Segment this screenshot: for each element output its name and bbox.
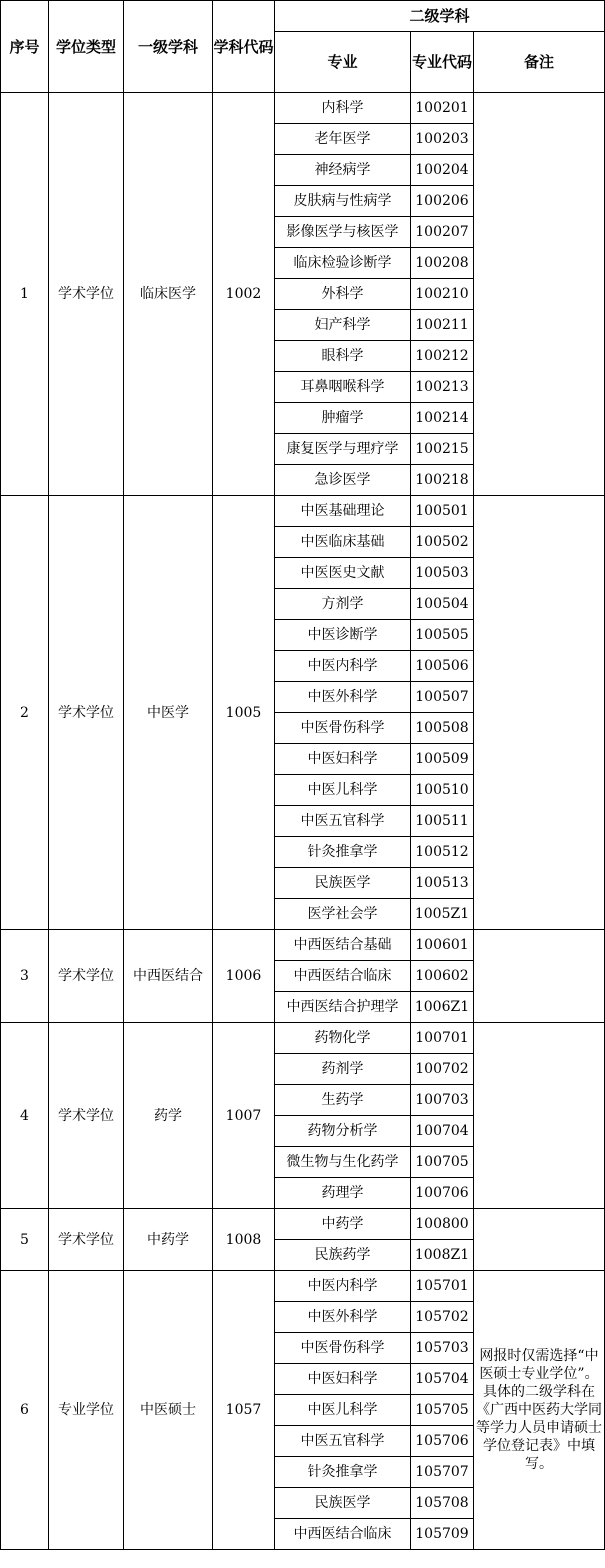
major-code-cell: 100706 [411, 1178, 474, 1209]
degree-type-cell: 学术学位 [49, 930, 124, 1023]
major-code-cell: 100704 [411, 1116, 474, 1147]
first-discipline-cell: 药学 [124, 1023, 213, 1209]
remark-cell [474, 930, 605, 1023]
major-code-cell: 100215 [411, 434, 474, 465]
degree-type-cell: 学术学位 [49, 93, 124, 496]
major-code-cell: 100504 [411, 589, 474, 620]
major-name-cell: 针灸推拿学 [275, 1457, 411, 1488]
major-code-cell: 100201 [411, 93, 474, 124]
major-name-cell: 中医内科学 [275, 1271, 411, 1302]
major-code-cell: 100513 [411, 868, 474, 899]
major-name-cell: 中医外科学 [275, 1302, 411, 1333]
major-code-cell: 100204 [411, 155, 474, 186]
major-name-cell: 肿瘤学 [275, 403, 411, 434]
seq-cell: 5 [1, 1209, 49, 1271]
major-name-cell: 方剂学 [275, 589, 411, 620]
remark-cell [474, 93, 605, 496]
major-code-cell: 105703 [411, 1333, 474, 1364]
major-name-cell: 民族医学 [275, 868, 411, 899]
first-discipline-cell: 临床医学 [124, 93, 213, 496]
major-code-cell: 100701 [411, 1023, 474, 1054]
major-name-cell: 眼科学 [275, 341, 411, 372]
major-name-cell: 急诊医学 [275, 465, 411, 496]
major-name-cell: 针灸推拿学 [275, 837, 411, 868]
major-code-cell: 100214 [411, 403, 474, 434]
major-code-cell: 100207 [411, 217, 474, 248]
header-major: 专业 [275, 32, 411, 93]
table-row [1, 93, 605, 124]
first-discipline-cell: 中西医结合 [124, 930, 213, 1023]
major-name-cell: 中医五官科学 [275, 1426, 411, 1457]
discipline-code-cell: 1002 [213, 93, 275, 496]
major-code-cell: 100510 [411, 775, 474, 806]
major-name-cell: 中医妇科学 [275, 1364, 411, 1395]
major-name-cell: 康复医学与理疗学 [275, 434, 411, 465]
major-code-cell: 100503 [411, 558, 474, 589]
major-code-cell: 105704 [411, 1364, 474, 1395]
first-discipline-cell: 中药学 [124, 1209, 213, 1271]
major-name-cell: 中西医结合临床 [275, 961, 411, 992]
major-name-cell: 中医外科学 [275, 682, 411, 713]
major-code-cell: 100800 [411, 1209, 474, 1240]
major-code-cell: 100602 [411, 961, 474, 992]
major-code-cell: 105708 [411, 1488, 474, 1519]
major-name-cell: 中西医结合基础 [275, 930, 411, 961]
table-row [1, 496, 605, 527]
major-code-cell: 100506 [411, 651, 474, 682]
major-code-cell: 100702 [411, 1054, 474, 1085]
major-name-cell: 医学社会学 [275, 899, 411, 930]
major-name-cell: 中西医结合临床 [275, 1519, 411, 1550]
major-name-cell: 药物化学 [275, 1023, 411, 1054]
major-code-cell: 105707 [411, 1457, 474, 1488]
major-name-cell: 中医妇科学 [275, 744, 411, 775]
major-name-cell: 内科学 [275, 93, 411, 124]
major-name-cell: 生药学 [275, 1085, 411, 1116]
major-code-cell: 100505 [411, 620, 474, 651]
major-code-cell: 100511 [411, 806, 474, 837]
major-code-cell: 1008Z1 [411, 1240, 474, 1271]
discipline-code-cell: 1005 [213, 496, 275, 930]
major-code-cell: 105702 [411, 1302, 474, 1333]
discipline-code-cell: 1007 [213, 1023, 275, 1209]
seq-cell: 4 [1, 1023, 49, 1209]
major-code-cell: 100501 [411, 496, 474, 527]
header-row-1 [1, 1, 605, 32]
major-code-cell: 100703 [411, 1085, 474, 1116]
major-name-cell: 药物分析学 [275, 1116, 411, 1147]
major-name-cell: 民族药学 [275, 1240, 411, 1271]
major-code-cell: 105701 [411, 1271, 474, 1302]
major-name-cell: 民族医学 [275, 1488, 411, 1519]
major-name-cell: 中医五官科学 [275, 806, 411, 837]
header-major-code: 专业代码 [411, 32, 474, 93]
major-code-cell: 100502 [411, 527, 474, 558]
header-discipline-code: 学科代码 [213, 1, 275, 93]
major-name-cell: 外科学 [275, 279, 411, 310]
discipline-code-cell: 1006 [213, 930, 275, 1023]
major-name-cell: 中医骨伤科学 [275, 713, 411, 744]
remark-cell [474, 1209, 605, 1271]
major-name-cell: 中西医结合护理学 [275, 992, 411, 1023]
major-code-cell: 100203 [411, 124, 474, 155]
major-name-cell: 微生物与生化药学 [275, 1147, 411, 1178]
table-row [1, 1023, 605, 1054]
major-code-cell: 100512 [411, 837, 474, 868]
major-name-cell: 中医骨伤科学 [275, 1333, 411, 1364]
table-row [1, 1209, 605, 1240]
degree-type-cell: 学术学位 [49, 496, 124, 930]
major-code-cell: 100208 [411, 248, 474, 279]
table-row [1, 930, 605, 961]
seq-cell: 1 [1, 93, 49, 496]
major-name-cell: 神经病学 [275, 155, 411, 186]
major-name-cell: 皮肤病与性病学 [275, 186, 411, 217]
remark-cell [474, 496, 605, 930]
header-seq: 序号 [1, 1, 49, 93]
major-name-cell: 中医诊断学 [275, 620, 411, 651]
major-name-cell: 中医儿科学 [275, 775, 411, 806]
seq-cell: 6 [1, 1271, 49, 1550]
first-discipline-cell: 中医学 [124, 496, 213, 930]
discipline-code-cell: 1057 [213, 1271, 275, 1550]
major-code-cell: 105705 [411, 1395, 474, 1426]
major-code-cell: 100212 [411, 341, 474, 372]
table-body [1, 93, 605, 1550]
major-name-cell: 药理学 [275, 1178, 411, 1209]
major-name-cell: 中医基础理论 [275, 496, 411, 527]
major-name-cell: 药剂学 [275, 1054, 411, 1085]
major-code-cell: 100507 [411, 682, 474, 713]
major-code-cell: 100601 [411, 930, 474, 961]
degree-type-cell: 学术学位 [49, 1209, 124, 1271]
degree-type-cell: 学术学位 [49, 1023, 124, 1209]
major-code-cell: 1005Z1 [411, 899, 474, 930]
discipline-code-cell: 1008 [213, 1209, 275, 1271]
major-code-cell: 100218 [411, 465, 474, 496]
major-code-cell: 100213 [411, 372, 474, 403]
seq-cell: 3 [1, 930, 49, 1023]
major-code-cell: 1006Z1 [411, 992, 474, 1023]
first-discipline-cell: 中医硕士 [124, 1271, 213, 1550]
table-row [1, 1271, 605, 1302]
header-remark: 备注 [474, 32, 605, 93]
major-name-cell: 中医临床基础 [275, 527, 411, 558]
remark-cell [474, 1023, 605, 1209]
degree-type-cell: 专业学位 [49, 1271, 124, 1550]
header-degree-type: 学位类型 [49, 1, 124, 93]
remark-cell: 网报时仅需选择“中医硕士专业学位”。具体的二级学科在《广西中医药大学同等学力人员申请硕士学位登记表》中填写。 [474, 1271, 605, 1550]
major-name-cell: 影像医学与核医学 [275, 217, 411, 248]
major-name-cell: 耳鼻咽喉科学 [275, 372, 411, 403]
major-code-cell: 100210 [411, 279, 474, 310]
major-name-cell: 中医内科学 [275, 651, 411, 682]
major-name-cell: 老年医学 [275, 124, 411, 155]
header-first-discipline: 一级学科 [124, 1, 213, 93]
major-code-cell: 100206 [411, 186, 474, 217]
major-code-cell: 100508 [411, 713, 474, 744]
major-code-cell: 105706 [411, 1426, 474, 1457]
header-second-discipline: 二级学科 [275, 1, 605, 32]
major-code-cell: 100509 [411, 744, 474, 775]
major-code-cell: 100705 [411, 1147, 474, 1178]
major-code-cell: 100211 [411, 310, 474, 341]
major-name-cell: 妇产科学 [275, 310, 411, 341]
major-name-cell: 中药学 [275, 1209, 411, 1240]
major-name-cell: 临床检验诊断学 [275, 248, 411, 279]
major-code-cell: 105709 [411, 1519, 474, 1550]
seq-cell: 2 [1, 496, 49, 930]
major-name-cell: 中医儿科学 [275, 1395, 411, 1426]
major-name-cell: 中医医史文献 [275, 558, 411, 589]
